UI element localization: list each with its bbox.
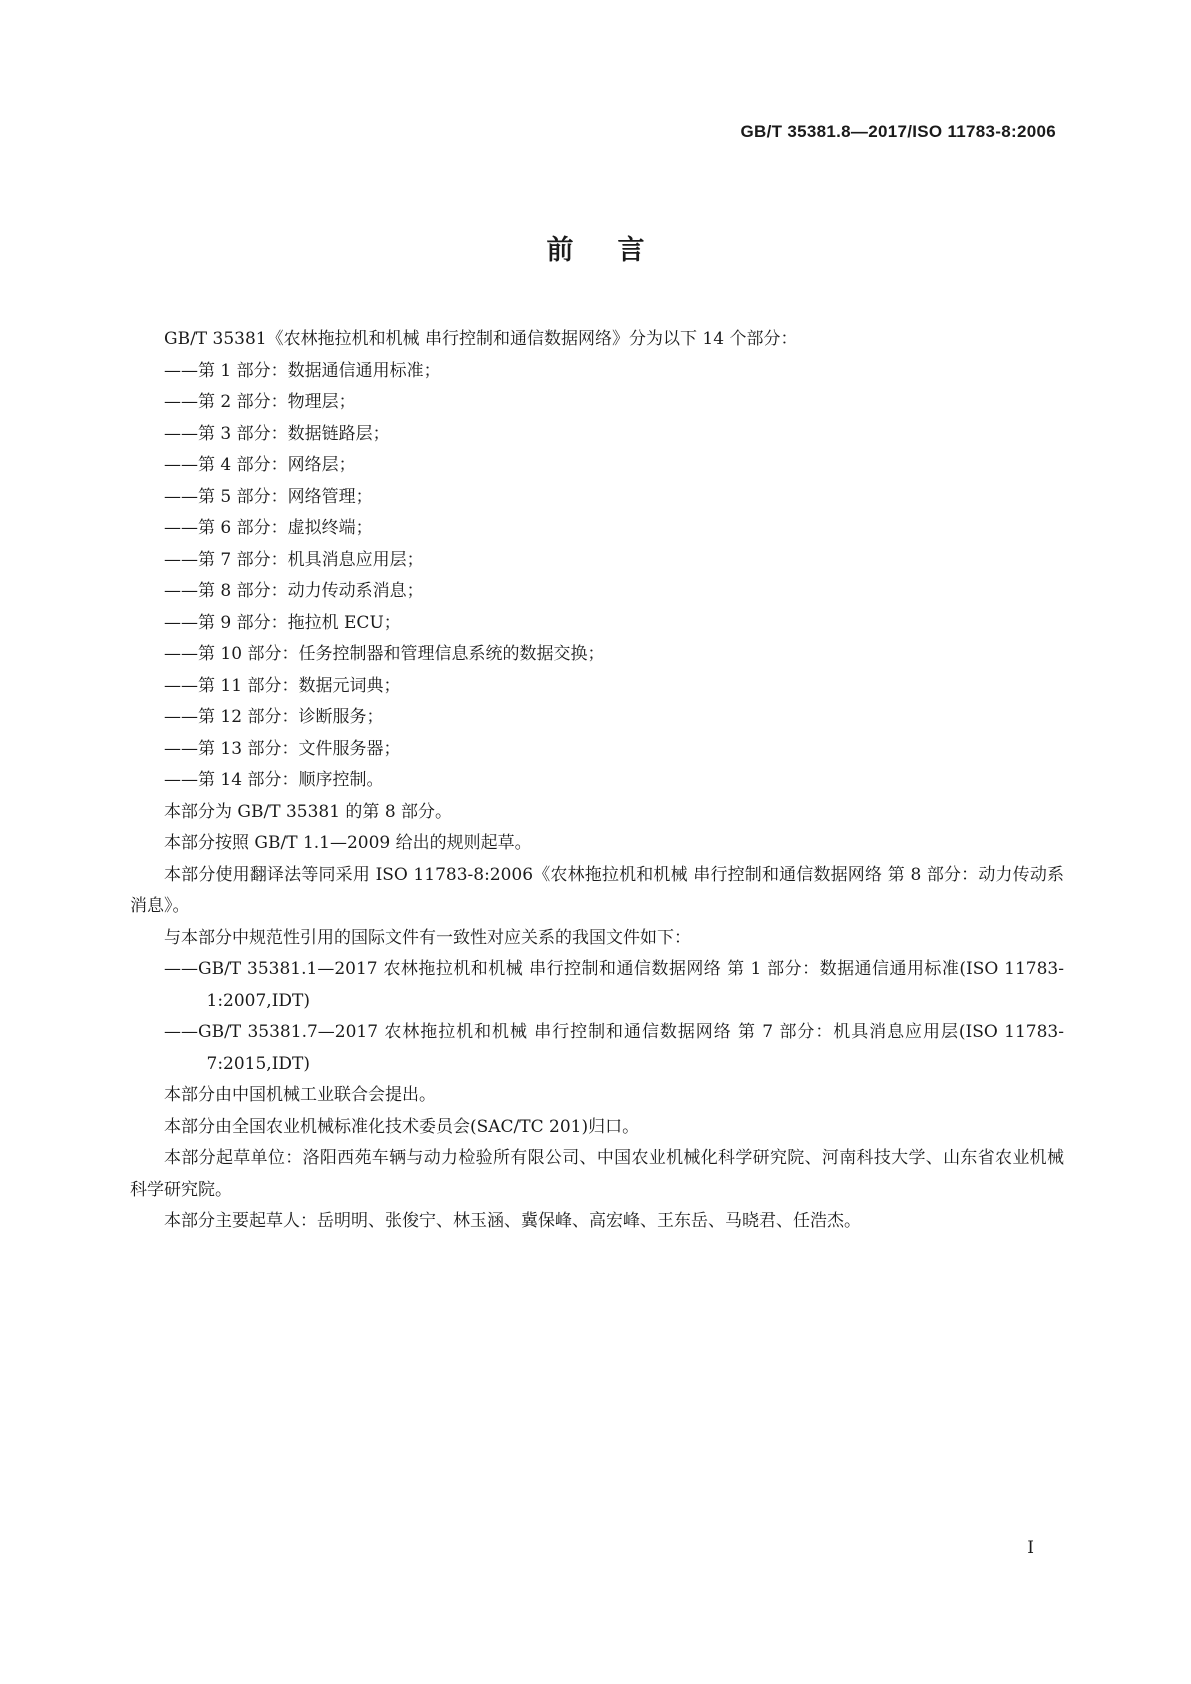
list-item: ——GB/T 35381.7—2017 农林拖拉机和机械 串行控制和通信数据网络 第 7 部分：机具消息应用层(ISO 11783-7:2015,IDT) (164, 1022, 1064, 1074)
list-item: ——第 14 部分：顺序控制。 (164, 770, 384, 790)
list-item: ——第 9 部分：拖拉机 ECU； (164, 612, 401, 633)
proposed-by-paragraph: 本部分由中国机械工业联合会提出。 (164, 1085, 436, 1105)
list-item: ——第 5 部分：网络管理； (164, 486, 373, 507)
parts-list (130, 356, 1064, 797)
list-item: ——第 12 部分：诊断服务； (164, 707, 384, 727)
list-item: ——第 4 部分：网络层； (164, 455, 356, 475)
drafting-units-paragraph: 本部分起草单位：洛阳西苑车辆与动力检验所有限公司、中国农业机械化科学研究院、河南科技大学、山东省农业机械科学研究院。 (130, 1148, 1064, 1200)
foreword-body (130, 324, 1064, 1238)
statement-translation-paragraph: 本部分使用翻译法等同采用 ISO 11783-8:2006《农林拖拉机和机械 串行控制和通信数据网络 第 8 部分：动力传动系消息》。 (130, 864, 1064, 916)
statement-rules-paragraph: 本部分按照 GB/T 1.1—2009 给出的规则起草。 (164, 833, 532, 853)
list-item: ——第 8 部分：动力传动系消息； (164, 581, 424, 601)
list-item: ——第 10 部分：任务控制器和管理信息系统的数据交换； (164, 644, 605, 664)
list-item: ——第 1 部分：数据通信通用标准； (164, 360, 441, 381)
list-item: ——第 3 部分：数据链路层； (164, 423, 390, 444)
page-number: I (1027, 1538, 1034, 1558)
list-item: ——第 6 部分：虚拟终端； (164, 518, 373, 538)
centralized-by-paragraph: 本部分由全国农业机械标准化技术委员会(SAC/TC 201)归口。 (164, 1116, 640, 1137)
intro-paragraph: GB/T 35381《农林拖拉机和机械 串行控制和通信数据网络》分为以下 14 个部分： (164, 329, 798, 349)
list-item: ——GB/T 35381.1—2017 农林拖拉机和机械 串行控制和通信数据网络 第 1 部分：数据通信通用标准(ISO 11783-1:2007,IDT) (164, 959, 1064, 1011)
page-title: 前言 (546, 235, 689, 266)
list-item: ——第 2 部分：物理层； (164, 392, 356, 412)
correspondence-list (130, 954, 1064, 1080)
drafters-paragraph: 本部分主要起草人：岳明明、张俊宁、林玉涵、冀保峰、高宏峰、王东岳、马晓君、任浩杰。 (164, 1211, 861, 1231)
list-item: ——第 13 部分：文件服务器； (164, 738, 401, 759)
list-item: ——第 7 部分：机具消息应用层； (164, 549, 424, 570)
list-item: ——第 11 部分：数据元词典； (164, 675, 401, 696)
statement-part-paragraph: 本部分为 GB/T 35381 的第 8 部分。 (164, 801, 453, 822)
standard-number-header: GB/T 35381.8—2017/ISO 11783-8:2006 (740, 122, 1056, 141)
correspondence-intro-paragraph: 与本部分中规范性引用的国际文件有一致性对应关系的我国文件如下： (164, 927, 691, 948)
